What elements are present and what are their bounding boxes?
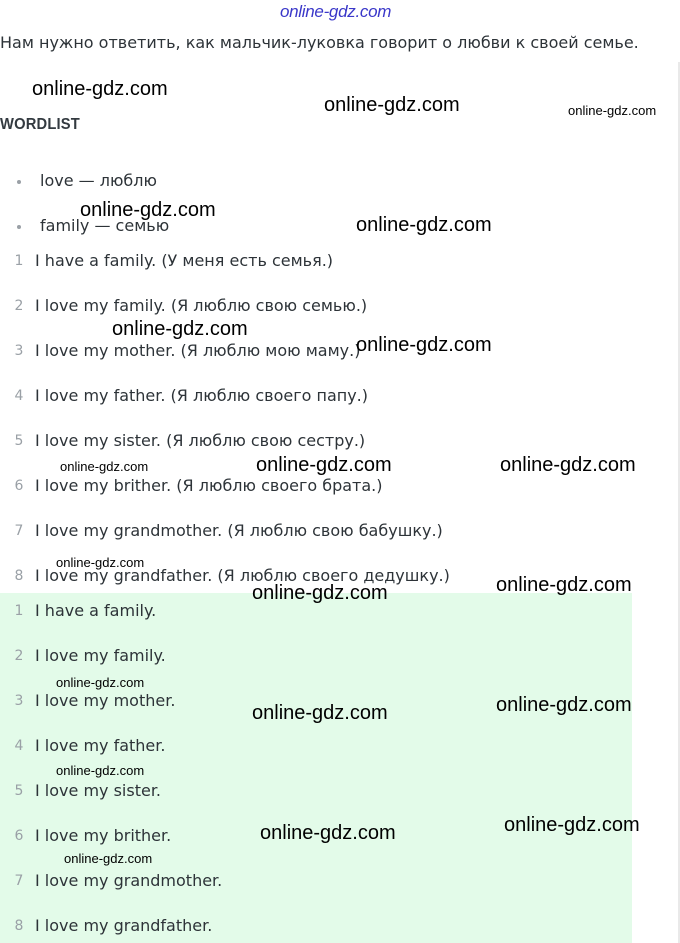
watermark: online-gdz.com xyxy=(356,214,492,236)
line-number: 4 xyxy=(14,738,24,754)
answer-text: I have a family. xyxy=(35,601,157,620)
watermark: online-gdz.com xyxy=(504,814,640,836)
bullet-icon xyxy=(17,225,21,229)
watermark: online-gdz.com xyxy=(496,694,632,716)
watermark: online-gdz.com xyxy=(324,94,460,116)
answer-text: I love my sister. xyxy=(35,781,162,800)
line-number: 8 xyxy=(14,568,24,584)
line-number: 1 xyxy=(14,603,24,619)
line-number: 3 xyxy=(14,693,24,709)
line-number: 4 xyxy=(14,388,24,404)
sentence-text: I love my grandfather. (Я люблю своего дедушку.) xyxy=(35,566,450,585)
watermark: online-gdz.com xyxy=(496,574,632,596)
answer-text: I love my grandfather. xyxy=(35,916,213,935)
sentence-text: I love my father. (Я люблю своего папу.) xyxy=(35,386,369,405)
watermark: online-gdz.com xyxy=(356,334,492,356)
watermark: online-gdz.com xyxy=(80,199,216,221)
line-number: 7 xyxy=(14,873,24,889)
line-number: 6 xyxy=(14,478,24,494)
watermark: online-gdz.com xyxy=(568,103,657,118)
answer-text: I love my grandmother. xyxy=(35,871,223,890)
task-intro-text: Нам нужно ответить, как мальчик-луковка говорит о любви к своей семье. xyxy=(0,33,639,52)
wordlist-item-text: family — семью xyxy=(40,216,170,235)
wordlist-item-text: love — люблю xyxy=(40,171,157,190)
line-number: 1 xyxy=(14,253,24,269)
line-number: 2 xyxy=(14,298,24,314)
watermark: online-gdz.com xyxy=(56,555,145,570)
answer-text: I love my mother. xyxy=(35,691,176,710)
line-number: 6 xyxy=(14,828,24,844)
line-number: 5 xyxy=(14,783,24,799)
sentence-text: I love my brither. (Я люблю своего брата.) xyxy=(35,476,383,495)
answer-text: I love my father. xyxy=(35,736,166,755)
sentence-text: I have a family. (У меня есть семья.) xyxy=(35,251,334,270)
line-number: 2 xyxy=(14,648,24,664)
watermark: online-gdz.com xyxy=(56,763,145,778)
sentence-text: I love my grandmother. (Я люблю свою бабушку.) xyxy=(35,521,443,540)
watermark: online-gdz.com xyxy=(500,454,636,476)
watermark: online-gdz.com xyxy=(252,582,388,604)
line-number: 7 xyxy=(14,523,24,539)
sentence-text: I love my mother. (Я люблю мою маму.) xyxy=(35,341,361,360)
line-number: 5 xyxy=(14,433,24,449)
sentence-text: I love my sister. (Я люблю свою сестру.) xyxy=(35,431,366,450)
watermark: online-gdz.com xyxy=(112,318,248,340)
watermark: online-gdz.com xyxy=(64,851,153,866)
sentence-text: I love my family. (Я люблю свою семью.) xyxy=(35,296,368,315)
site-logo[interactable]: online-gdz.com xyxy=(280,2,392,21)
watermark: online-gdz.com xyxy=(56,675,145,690)
line-number: 8 xyxy=(14,918,24,934)
watermark: online-gdz.com xyxy=(260,822,396,844)
watermark: online-gdz.com xyxy=(256,454,392,476)
answer-text: I love my brither. xyxy=(35,826,172,845)
bullet-icon xyxy=(17,180,21,184)
watermark: online-gdz.com xyxy=(32,78,168,100)
watermark: online-gdz.com xyxy=(252,702,388,724)
watermark: online-gdz.com xyxy=(60,459,149,474)
line-number: 3 xyxy=(14,343,24,359)
answer-text: I love my family. xyxy=(35,646,166,665)
wordlist-heading: WORDLIST xyxy=(0,116,80,133)
